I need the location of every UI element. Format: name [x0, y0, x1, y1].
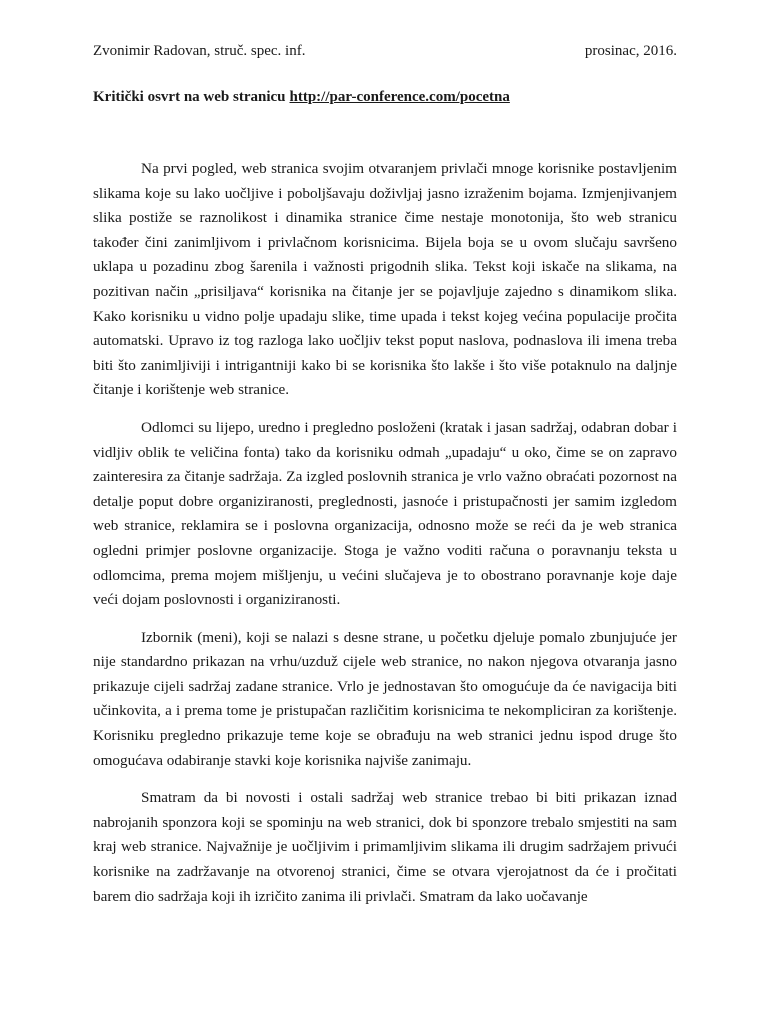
paragraph-2: Odlomci su lijepo, uredno i pregledno posloženi (kratak i jasan sadržaj, odabran dobar i vidljiv oblik te veličina fonta) tako da korisniku odmah „upadaju“ u oko, čime se on zapravo zainteresira za čitanje sadržaja. Za izgled poslovnih stranica je vrlo važno obraćati pozornost na detalje poput dobre organiziranosti, preglednosti, jasnoće i pristupačnosti jer samim izgledom web stranice, reklamira se i poslovna organizacija, odnosno može se reći da je web stranica ogledni primjer poslovne organizacije. Stoga je važno voditi računa o poravnanju teksta u odlomcima, prema mojem mišljenju, u većini slučajeva je to obostrano poravnanje koje daje veći dojam poslovnosti i organiziranosti. [93, 418, 677, 609]
page-header [93, 41, 677, 61]
header-author: Zvonimir Radovan, struč. spec. inf. [93, 43, 306, 59]
document-body [93, 157, 677, 922]
title-link[interactable]: http://par-conference.com/pocetna [289, 89, 510, 105]
paragraph-3: Izbornik (meni), koji se nalazi s desne strane, u početku djeluje pomalo zbunjujuće jer nije standardno prikazan na vrhu/uzduž cijele web stranice, no nakon njegova otvaranja jasno prikazuje cijeli sadržaj zadane stranice. Vrlo je jednostavan što omogućuje da će navigacija biti učinkovita, a i prema tome je pristupačan različitim korisnicima te nekompliciran za korištenje. Korisniku pregledno prikazuje teme koje se obrađuju na web stranici jednu ispod druge što omogućava odabiranje stavki koje korisnika najviše zanimaju. [93, 628, 677, 769]
header-date: prosinac, 2016. [584, 43, 677, 59]
document-title [93, 87, 510, 107]
paragraph-4: Smatram da bi novosti i ostali sadržaj web stranice trebao bi biti prikazan iznad nabrojanih sponzora koji se spominju na web stranici, dok bi sponzore trebalo smjestiti na sam kraj web stranice. Najvažnije je uočljivim i primamljivim slikama ili drugim sadržajem privući korisnike na zadržavanje na otvorenoj stranici, čime se otvara vjerojatnost da će i pročitati barem dio sadržaja koji ih izričito zanima ili privlači. Smatram da lako uočavanje [93, 789, 677, 905]
title-text: Kritički osvrt na web stranicu [93, 89, 286, 105]
paragraph-1: Na prvi pogled, web stranica svojim otvaranjem privlači mnoge korisnike postavljenim slikama koje su lako uočljive i poboljšavaju doživljaj jasno izraženim bojama. Izmjenjivanjem slika postiže se raznolikost i dinamika stranice čime nestaje monotonija, što web stranicu također čini zanimljivom i privlačnom korisnicima. Bijela boja se u ovom slučaju savršeno uklapa u pozadinu zbog šarenila i važnosti prigodnih slika. Tekst koji iskače na slikama, na pozitivan način „prisiljava“ korisnika na čitanje jer se pojavljuje zajedno s dinamikom slika. Kako korisniku u vidno polje upadaju slike, time upada i tekst kojeg većina populacije pročita automatski. Upravo iz tog razloga lako uočljiv tekst poput naslova, podnaslova ili imena treba biti što zanimljiviji i intrigantniji kako bi se korisnika što lakše i što više potaknulo na daljnje čitanje i korištenje web stranice. [93, 160, 677, 399]
